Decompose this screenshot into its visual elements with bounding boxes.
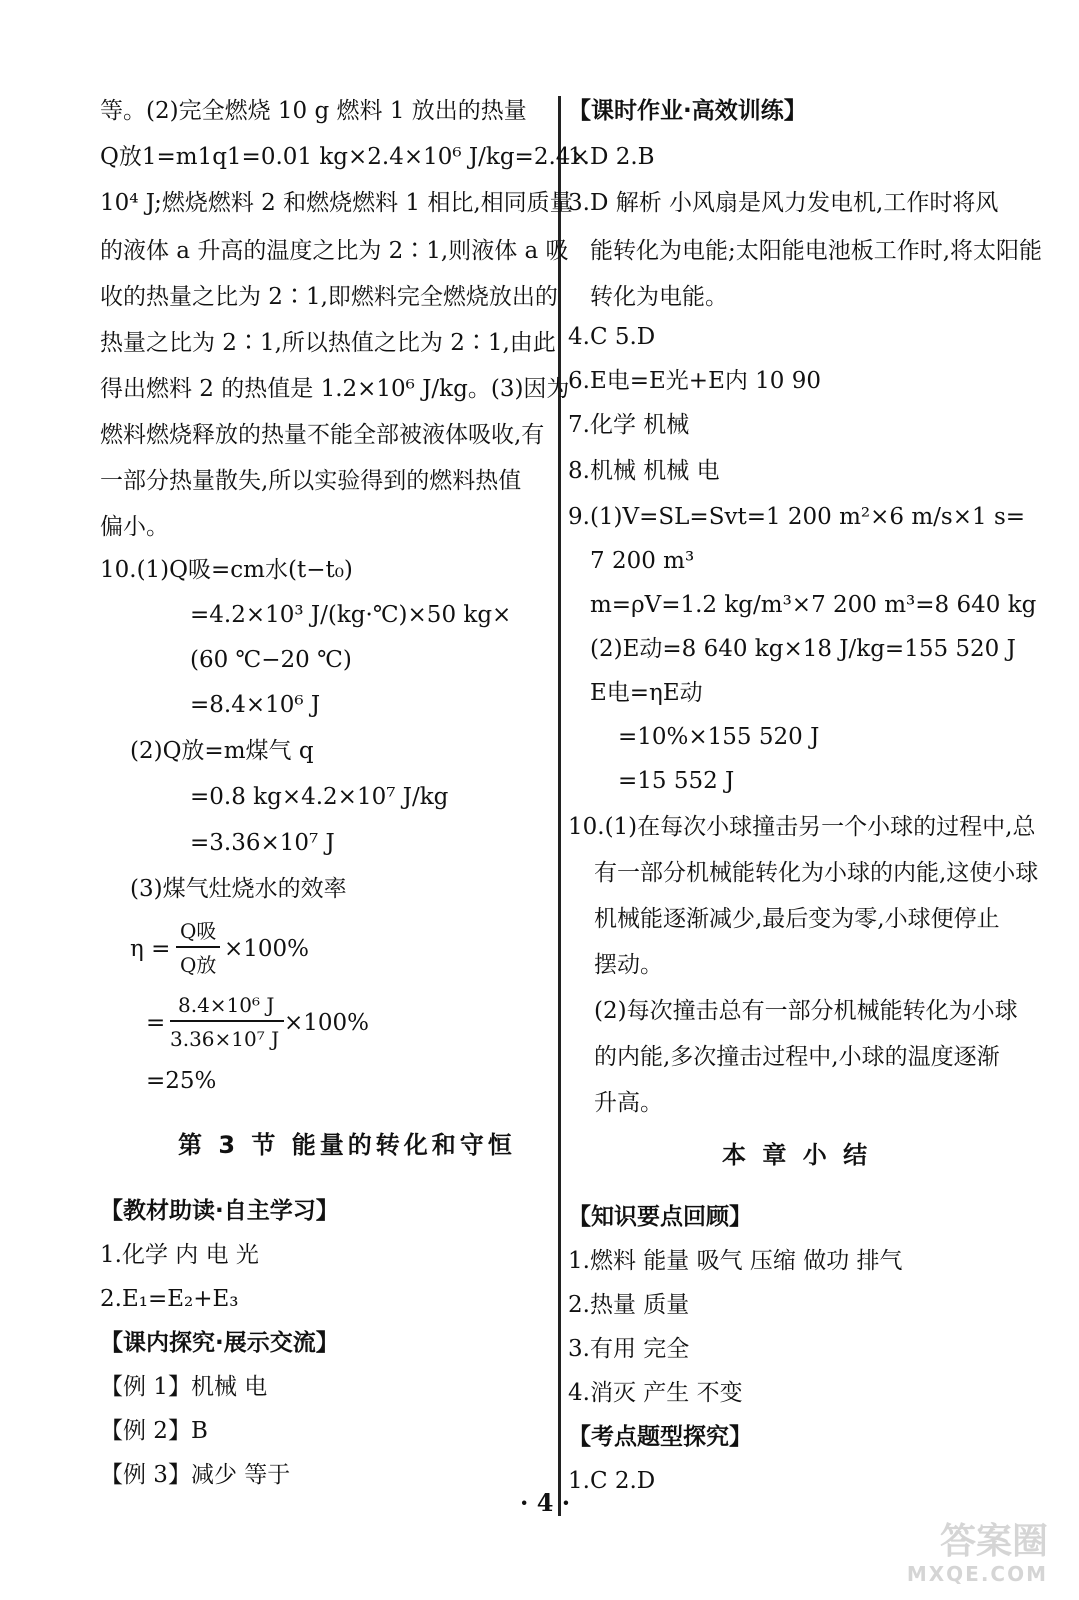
text-line: 10⁴ J;燃烧燃料 2 和燃烧燃料 1 相比,相同质量 bbox=[100, 190, 573, 216]
answer-10-line: =3.36×10⁷ J bbox=[190, 830, 335, 856]
text-line: 7.化学 机械 bbox=[568, 412, 690, 438]
text-line: (2)E动=8 640 kg×18 J/kg=155 520 J bbox=[590, 636, 1016, 662]
text-line: 2.热量 质量 bbox=[568, 1292, 690, 1318]
text-line: 【例 2】B bbox=[100, 1418, 208, 1444]
text-line: 4.C 5.D bbox=[568, 324, 656, 350]
fraction-numerator: Q吸 bbox=[180, 919, 217, 943]
text-line: 1.燃料 能量 吸气 压缩 做功 排气 bbox=[568, 1248, 903, 1274]
text-line: 得出燃料 2 的热值是 1.2×10⁶ J/kg。(3)因为 bbox=[100, 376, 570, 402]
text-line: 等。(2)完全燃烧 10 g 燃料 1 放出的热量 bbox=[100, 98, 527, 124]
equals-sign: = bbox=[146, 1010, 166, 1036]
section-heading: 【知识要点回顾】 bbox=[568, 1204, 752, 1230]
answer-10-line: (3)煤气灶烧水的效率 bbox=[130, 876, 347, 902]
text-line: =10%×155 520 J bbox=[618, 724, 820, 750]
text-line: 摆动。 bbox=[594, 952, 663, 978]
text-line: 4.消灭 产生 不变 bbox=[568, 1380, 743, 1406]
text-line: 偏小。 bbox=[100, 514, 169, 540]
answer-10-line: 10.(1)Q吸=cm水(t−t₀) bbox=[100, 557, 353, 583]
section-title: 第 3 节 能量的转化和守恒 bbox=[178, 1131, 516, 1159]
eta-percent: ×100% bbox=[224, 936, 310, 962]
text-line: 8.机械 机械 电 bbox=[568, 458, 720, 484]
text-line: 1.化学 内 电 光 bbox=[100, 1242, 259, 1268]
fraction-denominator: Q放 bbox=[180, 953, 217, 977]
text-line: E电=ηE动 bbox=[590, 680, 703, 706]
answer-10-line: =0.8 kg×4.2×10⁷ J/kg bbox=[190, 784, 449, 810]
fraction-numerator: 8.4×10⁶ J bbox=[178, 993, 275, 1017]
section-heading: 【课内探究·展示交流】 bbox=[100, 1330, 339, 1356]
text-line: 升高。 bbox=[594, 1090, 663, 1116]
eta-result: =25% bbox=[146, 1068, 217, 1094]
answer-10-line: =8.4×10⁶ J bbox=[190, 692, 321, 718]
section-heading: 【教材助读·自主学习】 bbox=[100, 1198, 339, 1224]
text-line: 的液体 a 升高的温度之比为 2∶1,则液体 a 吸 bbox=[100, 238, 569, 264]
text-line: 一部分热量散失,所以实验得到的燃料热值 bbox=[100, 468, 522, 494]
text-line: 10.(1)在每次小球撞击另一个小球的过程中,总 bbox=[568, 814, 1036, 840]
watermark-bottom: MXQE.COM bbox=[906, 1562, 1048, 1586]
text-line: 机械能逐渐减少,最后变为零,小球便停止 bbox=[594, 906, 1000, 932]
text-line: 有一部分机械能转化为小球的内能,这使小球 bbox=[594, 860, 1039, 886]
text-line: 6.E电=E光+E内 10 90 bbox=[568, 368, 822, 394]
fraction-denominator: 3.36×10⁷ J bbox=[170, 1027, 280, 1051]
answer-10-line: (2)Q放=m煤气 q bbox=[130, 738, 314, 764]
watermark-logo bbox=[888, 1522, 1048, 1592]
text-line: =15 552 J bbox=[618, 768, 735, 794]
text-line: (2)每次撞击总有一部分机械能转化为小球 bbox=[594, 998, 1018, 1024]
text-line: 【例 1】机械 电 bbox=[100, 1374, 268, 1400]
section-heading: 【考点题型探究】 bbox=[568, 1424, 752, 1450]
text-line: 【例 3】减少 等于 bbox=[100, 1462, 291, 1488]
text-line: 1.D 2.B bbox=[568, 144, 655, 170]
fraction-bar bbox=[176, 946, 220, 948]
eta-label: η = bbox=[130, 936, 171, 962]
text-line: Q放1=m1q1=0.01 kg×2.4×10⁶ J/kg=2.4× bbox=[100, 144, 590, 170]
text-line: 9.(1)V=SL=Svt=1 200 m²×6 m/s×1 s= bbox=[568, 504, 1026, 530]
page-number: · 4 · bbox=[520, 1488, 571, 1517]
text-line: 能转化为电能;太阳能电池板工作时,将太阳能 bbox=[590, 238, 1043, 264]
section-heading: 【课时作业·高效训练】 bbox=[568, 98, 807, 124]
text-line: 3.有用 完全 bbox=[568, 1336, 690, 1362]
answer-10-line: =4.2×10³ J/(kg·℃)×50 kg× bbox=[190, 602, 512, 628]
text-line: 燃料燃烧释放的热量不能全部被液体吸收,有 bbox=[100, 422, 545, 448]
watermark-top: 答案圈 bbox=[939, 1521, 1048, 1562]
eta-percent: ×100% bbox=[284, 1010, 370, 1036]
text-line: 转化为电能。 bbox=[590, 284, 728, 310]
fraction-bar bbox=[170, 1020, 284, 1022]
text-line: 的内能,多次撞击过程中,小球的温度逐渐 bbox=[594, 1044, 1000, 1070]
text-line: 2.E₁=E₂+E₃ bbox=[100, 1286, 239, 1312]
text-line: 1.C 2.D bbox=[568, 1468, 656, 1494]
text-line: 3.D 解析 小风扇是风力发电机,工作时将风 bbox=[568, 190, 999, 216]
answer-10-line: (60 ℃−20 ℃) bbox=[190, 647, 352, 673]
text-line: 收的热量之比为 2∶1,即燃料完全燃烧放出的 bbox=[100, 284, 558, 310]
text-line: m=ρV=1.2 kg/m³×7 200 m³=8 640 kg bbox=[590, 592, 1037, 618]
column-divider bbox=[558, 96, 561, 1516]
text-line: 热量之比为 2∶1,所以热值之比为 2∶1,由此 bbox=[100, 330, 556, 356]
text-line: 7 200 m³ bbox=[590, 548, 695, 574]
summary-title: 本 章 小 结 bbox=[722, 1141, 872, 1169]
